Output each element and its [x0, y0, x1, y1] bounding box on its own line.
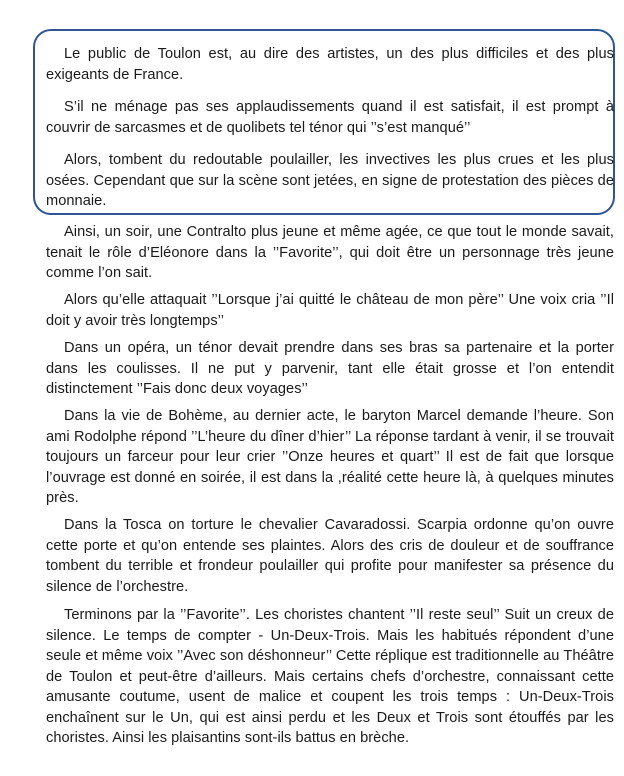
paragraph: Ainsi, un soir, une Contralto plus jeune et même agée, ce que tout le monde savait, tenait le rôle d’Eléonore dans la ’’Favorite’’, qui doit être un personnage très jeune comme l’on sait.: [46, 224, 614, 281]
paragraph: Dans la Tosca on torture le chevalier Cavaradossi. Scarpia ordonne qu’on ouvre cette porte et qu’on entende ses plaintes. Alors des cris de douleur et de souffrance tombent du terrible et frondeur poulailler qui profite pour manifester sa présence du silence de l’orchestre.: [46, 517, 614, 595]
paragraph: Alors qu’elle attaquait ’’Lorsque j’ai quitté le château de mon père’’ Une voix cria ’’Il doit y avoir très longtemps’’: [46, 292, 614, 329]
paragraph: Dans la vie de Bohème, au dernier acte, le baryton Marcel demande l’heure. Son ami Rodolphe répond ’’L’heure du dîner d’hier’’ La réponse tardant à venir, il se trouvait toujours un farceur pour leur crier ’’Onze heures et quart’’ Il est de fait que lorsque l’ouvrage est donné en soirée, il est dans la ,réalité cette heure là, à quelques minutes près.: [46, 408, 614, 506]
paragraph: Le public de Toulon est, au dire des artistes, un des plus difficiles et des plus exigeants de France.: [46, 46, 614, 83]
paragraph: S’il ne ménage pas ses applaudissements quand il est satisfait, il est prompt à couvrir de sarcasmes et de quolibets tel ténor qui ’’s’est manqué’’: [46, 99, 614, 136]
paragraph: Alors, tombent du redoutable poulailler, les invectives les plus crues et les plus osées. Cependant que sur la scène sont jetées, en signe de protestation des pièces de monnaie.: [46, 152, 614, 209]
paragraph: Terminons par la ’’Favorite’’. Les choristes chantent ’’Il reste seul’’ Suit un creux de silence. Le temps de compter - Un-Deux-Trois. Mais les habitués répondent d’une seule et même voix ’’Avec son déshonneur’’ Cette réplique est traditionnelle au Théâtre de Toulon et peut-être d’ailleurs. Mais certains chefs d’orchestre, connaissant cette amusante coutume, usent de malice et coupent les trois temps : Un-Deux-Trois enchaînent sur le Un, qui est ainsi perdu et les Deux et Trois sont étouffés par les choristes. Ainsi les plaisantins sont-ils battus en brèche.: [46, 607, 614, 746]
paragraph: Dans un opéra, un ténor devait prendre dans ses bras sa partenaire et la porter dans les coulisses. Il ne put y parvenir, tant elle était grosse et l’on entendit distinctement ’’Fais donc deux voyages’’: [46, 340, 614, 397]
